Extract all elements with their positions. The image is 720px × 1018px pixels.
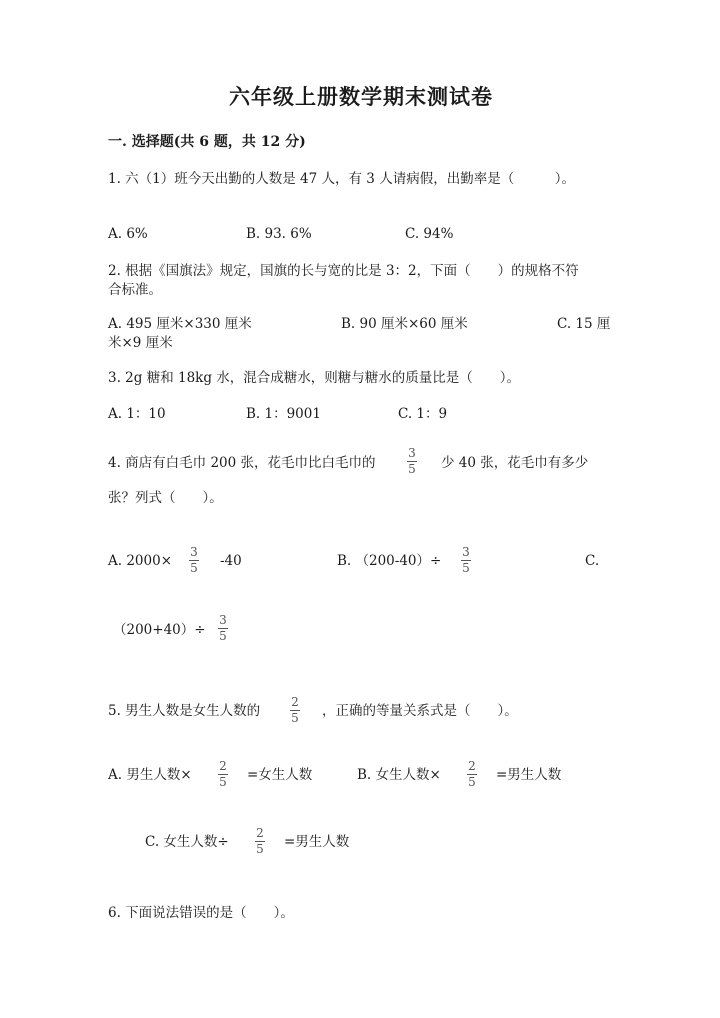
page-title: 六年级上册数学期末测试卷 [229, 84, 493, 109]
fraction-numerator: 3 [462, 545, 470, 559]
fraction-denominator: 5 [408, 462, 416, 476]
question-5-option-b-pre: B. 女生人数× [357, 767, 441, 783]
question-5-stem-post: ，正确的等量关系式是（ ）。 [322, 703, 518, 719]
question-1-option-a: A. 6% [108, 226, 148, 242]
question-2-option-c-cont: 米×9 厘米 [108, 335, 173, 351]
fraction-denominator: 5 [462, 561, 470, 575]
question-3-stem: 3. 2g 糖和 18kg 水，混合成糖水，则糖与糖水的质量比是（ ）。 [108, 370, 521, 386]
question-2-stem-line1: 2. 根据《国旗法》规定，国旗的长与宽的比是 3：2，下面（ ）的规格不符 [108, 263, 579, 279]
fraction [216, 760, 230, 788]
question-4-option-a-pre: A. 2000× [108, 553, 172, 569]
fraction [288, 696, 302, 724]
fraction-numerator: 3 [219, 613, 227, 627]
question-3-option-b: B. 1：9001 [246, 406, 321, 422]
question-5-option-b-post: =男生人数 [496, 767, 562, 783]
question-6-stem: 6. 下面说法错误的是（ ）。 [108, 905, 294, 921]
fraction-denominator: 5 [219, 629, 227, 643]
question-5-option-c-post: =男生人数 [284, 834, 350, 850]
fraction-denominator: 5 [190, 561, 198, 575]
question-1-stem: 1. 六（1）班今天出勤的人数是 47 人，有 3 人请病假，出勤率是（ ）。 [108, 171, 575, 187]
question-1-option-c: C. 94% [405, 226, 454, 242]
fraction [459, 546, 473, 574]
question-5-option-a-pre: A. 男生人数× [108, 767, 192, 783]
question-3-option-c: C. 1：9 [398, 406, 448, 422]
question-4-option-c: C. [585, 553, 600, 569]
fraction-numerator: 2 [291, 695, 299, 709]
fraction [253, 827, 267, 855]
fraction-numerator: 2 [468, 759, 476, 773]
question-4-option-b-pre: B. （200-40）÷ [337, 553, 442, 569]
question-5-stem-pre: 5. 男生人数是女生人数的 [108, 703, 261, 719]
fraction-denominator: 5 [219, 775, 227, 789]
question-5-option-a-post: =女生人数 [247, 767, 313, 783]
question-2-option-c: C. 15 厘 [557, 316, 611, 332]
fraction-denominator: 5 [468, 775, 476, 789]
question-1-option-b: B. 93. 6% [246, 226, 312, 242]
fraction [465, 760, 479, 788]
question-5-option-c-pre: C. 女生人数÷ [145, 834, 229, 850]
question-2-option-a: A. 495 厘米×330 厘米 [108, 316, 252, 332]
section-heading: 一. 选择题(共 6 题，共 12 分) [108, 134, 306, 150]
fraction-denominator: 5 [291, 711, 299, 725]
question-4-stem-line2: 张？列式（ ）。 [108, 490, 223, 506]
fraction [187, 546, 201, 574]
fraction [405, 447, 419, 475]
fraction-numerator: 2 [219, 759, 227, 773]
fraction-numerator: 2 [256, 826, 264, 840]
fraction-denominator: 5 [256, 842, 264, 856]
question-2-stem-line2: 合标准。 [108, 282, 162, 298]
question-4-option-c-cont: （200+40）÷ [113, 622, 206, 638]
fraction-numerator: 3 [408, 446, 416, 460]
question-2-option-b: B. 90 厘米×60 厘米 [341, 316, 468, 332]
question-3-option-a: A. 1：10 [108, 406, 166, 422]
question-4-option-a-post: -40 [220, 553, 242, 569]
fraction-numerator: 3 [190, 545, 198, 559]
question-4-stem-pre: 4. 商店有白毛巾 200 张，花毛巾比白毛巾的 [108, 455, 376, 471]
question-4-stem-post: 少 40 张，花毛巾有多少 [441, 455, 589, 471]
fraction [216, 614, 230, 642]
